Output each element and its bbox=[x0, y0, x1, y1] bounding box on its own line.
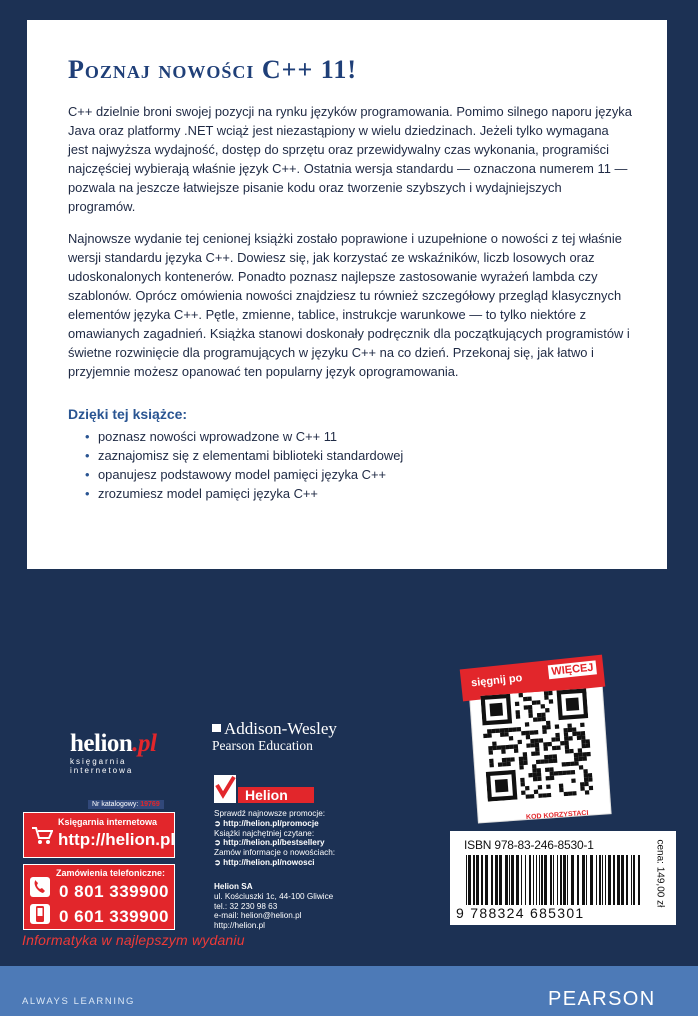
barcode-icon bbox=[464, 855, 644, 905]
qr-banner-highlight: WIĘCEJ bbox=[548, 660, 597, 679]
isbn-label: ISBN 978-83-246-8530-1 bbox=[464, 838, 594, 852]
list-item: • poznasz nowości wprowadzone w C++ 11 bbox=[85, 427, 632, 446]
phone-number[interactable]: 0 801 339900 bbox=[59, 882, 169, 901]
bestsellers-link[interactable]: ➲ http://helion.pl/bestsellery bbox=[214, 838, 325, 848]
price bbox=[652, 839, 666, 919]
price-label: cena: 149,00 zł bbox=[654, 839, 666, 908]
phone-line: tel.: 32 230 98 63 bbox=[214, 901, 278, 911]
street-address: ul. Kościuszki 1c, 44-100 Gliwice bbox=[214, 891, 334, 901]
qr-code-icon[interactable] bbox=[480, 688, 593, 801]
benefits-list bbox=[68, 427, 632, 503]
publisher-address bbox=[214, 882, 333, 931]
publisher-name: Addison-Wesley bbox=[224, 719, 337, 738]
phone-orders-box bbox=[23, 864, 175, 930]
shopping-cart-icon bbox=[31, 826, 53, 846]
description-panel bbox=[27, 20, 667, 569]
bookstore-link[interactable]: http://helion.pl bbox=[58, 830, 176, 849]
info-line: Zamów informacje o nowościach: bbox=[214, 848, 336, 858]
website-link[interactable]: http://helion.pl bbox=[214, 921, 265, 931]
phone-icon bbox=[29, 876, 51, 898]
qr-caption: KOD KORZYSTACI bbox=[525, 809, 589, 822]
helion-logo-word: helion.pl bbox=[70, 730, 157, 757]
footer-band bbox=[0, 966, 698, 1016]
list-item: • opanujesz podstawowy model pamięci języka C++ bbox=[85, 465, 632, 484]
news-link[interactable]: ➲ http://helion.pl/nowosci bbox=[214, 857, 315, 867]
benefits-heading: Dzięki tej książce: bbox=[68, 406, 188, 422]
bookstore-box bbox=[23, 812, 175, 858]
helion-logo-sub: księgarnia internetowa bbox=[70, 757, 134, 775]
footer-slogan: ALWAYS LEARNING bbox=[22, 996, 136, 1007]
isbn-digits: 9 788324 685301 bbox=[456, 905, 585, 921]
list-item: • zrozumiesz model pamięci języka C++ bbox=[85, 484, 632, 503]
pearson-logo: PEARSON bbox=[548, 988, 656, 1010]
info-line: Książki najchętniej czytane: bbox=[214, 828, 315, 838]
isbn-box bbox=[450, 831, 676, 925]
promo-info bbox=[214, 809, 335, 868]
tagline: Informatyka w najlepszym wydaniu bbox=[22, 932, 245, 948]
helion-imprint-text: Helion bbox=[245, 787, 288, 803]
company-name: Helion SA bbox=[214, 882, 253, 891]
mobile-phone-icon bbox=[29, 903, 51, 925]
info-line: Sprawdź najnowsze promocje: bbox=[214, 809, 326, 818]
publisher-logo bbox=[212, 720, 337, 754]
bookstore-label: Księgarnia internetowa bbox=[58, 817, 158, 827]
list-item: • zaznajomisz się z elementami biblioteki standardowej bbox=[85, 446, 632, 465]
qr-banner-text: sięgnij po bbox=[470, 672, 523, 690]
description-paragraph: Najnowsze wydanie tej cenionej książki zostało poprawione i uzupełnione o nowości z tej właśnie wersji standardu języka C++. Dowiesz się, jak korzystać ze wskaźników, liczb losowych oraz udoskonalonych kontenerów. Ponadto poznasz najlepsze zastosowanie wyrażeń lambda czy szablonów. Oprócz omówienia nowości znajdziesz tu również szczegółowy przegląd klasycznych elementów języka C++. Pętle, zmienne, tablice, instrukcje warunkowe — to tylko niektóre z omawianych zagadnień. Książka stanowi doskonały podręcznik dla początkujących programistów i świetne rozwinięcie dla programujących w języku C++ na co dzień. Przekonaj się, jak łatwo i przyjemnie możesz opanować ten popularny język oprogramowania. bbox=[68, 231, 630, 379]
catalog-number: Nr katalogowy: 19769 bbox=[88, 800, 164, 809]
helion-logo bbox=[70, 731, 182, 775]
description-paragraph: C++ dzielnie broni swojej pozycji na rynku języków programowania. Pomimo silnego naporu języka Java oraz platformy .NET wciąż jest niezastąpiony w wielu dziedzinach. Jeżeli tylko wymagana jest najwyższa wydajność, dostęp do sprzętu oraz przewidywalny czas wykonania, programiści najczęściej wybierają właśnie język C++. Ostatnia wersja standardu — oznaczona numerem 11 — pozwala na jeszcze łatwiejsze pisanie kodu oraz tworzenie szybszych i wydajniejszych programów. bbox=[68, 104, 632, 214]
mobile-number[interactable]: 0 601 339900 bbox=[59, 907, 169, 926]
page-title: Poznaj nowości C++ 11! bbox=[68, 55, 358, 84]
orders-label: Zamówienia telefoniczne: bbox=[56, 868, 166, 878]
promo-link[interactable]: ➲ http://helion.pl/promocje bbox=[214, 818, 319, 828]
email-link[interactable]: e-mail: helion@helion.pl bbox=[214, 911, 302, 921]
publisher-group: Pearson Education bbox=[212, 738, 313, 753]
helion-imprint-logo bbox=[214, 775, 314, 805]
